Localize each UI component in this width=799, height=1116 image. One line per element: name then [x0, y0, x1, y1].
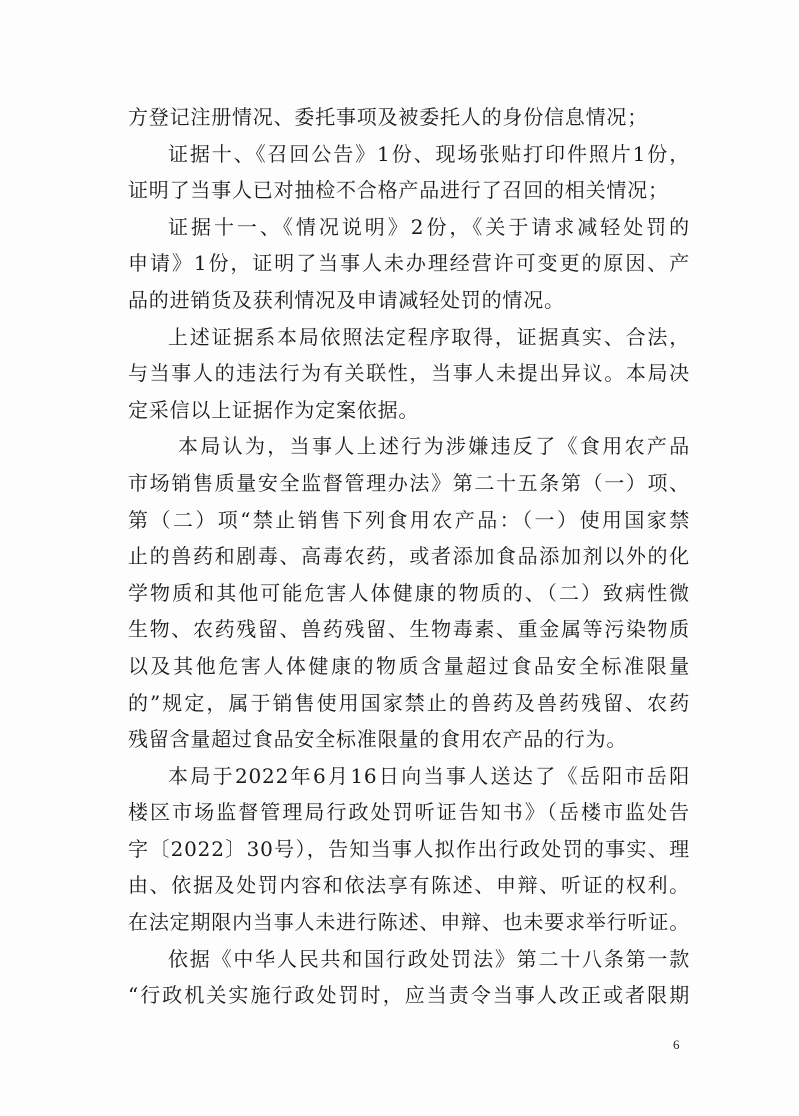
text-line: 止的兽药和剧毒、高毒农药，或者添加食品添加剂以外的化: [128, 544, 690, 569]
text-line: 证据十、《召回公告》1份、现场张贴打印件照片1份，: [168, 141, 690, 166]
text-line: 在法定期限内当事人未进行陈述、申辩、也未要求举行听证。: [128, 910, 690, 935]
paragraph: [128, 758, 690, 941]
paragraph: [128, 136, 690, 209]
text-line: 市场销售质量安全监督管理办法》第二十五条第（一）项、: [128, 470, 690, 495]
page-number: 6: [673, 1037, 680, 1052]
text-line: 方登记注册情况、委托事项及被委托人的身份信息情况；: [128, 105, 648, 129]
paragraph: [128, 428, 690, 757]
text-line: 上述证据系本局依照法定程序取得，证据真实、合法，: [168, 324, 690, 349]
text-line: 证据十一、《情况说明》2份，《关于请求减轻处罚的: [168, 214, 690, 239]
paragraph: [128, 319, 690, 429]
text-line: 字〔2022〕30号），告知当事人拟作出行政处罚的事实、理: [128, 836, 690, 861]
text-line: 申请》1份，证明了当事人未办理经营许可变更的原因、产: [128, 251, 690, 276]
text-line: 证明了当事人已对抽检不合格产品进行了召回的相关情况；: [128, 178, 669, 203]
paragraph: [128, 209, 690, 319]
paragraph: [128, 941, 690, 1014]
text-line: 与当事人的违法行为有关联性，当事人未提出异议。本局决: [128, 361, 690, 386]
text-line: 依据《中华人民共和国行政处罚法》第二十八条第一款: [168, 946, 690, 971]
text-line: 残留含量超过食品安全标准限量的食用农产品的行为。: [128, 727, 628, 752]
text-line: “行政机关实施行政处罚时，应当责令当事人改正或者限期: [128, 983, 690, 1008]
paragraph: [128, 99, 690, 136]
text-line: 生物、农药残留、兽药残留、生物毒素、重金属等污染物质: [128, 617, 690, 642]
text-line: 以及其他危害人体健康的物质含量超过食品安全标准限量: [128, 653, 690, 678]
text-line: 第（二）项“禁止销售下列食用农产品：（一）使用国家禁: [128, 507, 690, 532]
text-line: 品的进销货及获利情况及申请减轻处罚的情况。: [128, 287, 565, 312]
text-line: 本局于2022年6月16日向当事人送达了《岳阳市岳阳: [168, 763, 690, 788]
text-line: 的”规定，属于销售使用国家禁止的兽药及兽药残留、农药: [128, 690, 690, 715]
text-line: 定采信以上证据作为定案依据。: [128, 397, 420, 422]
text-line: 楼区市场监督管理局行政处罚听证告知书》（岳楼市监处告: [128, 800, 690, 825]
document-body: [128, 99, 690, 1014]
text-line: 学物质和其他可能危害人体健康的物质的、（二）致病性微: [128, 580, 690, 605]
text-line: 本局认为，当事人上述行为涉嫌违反了《食用农产品: [178, 434, 690, 459]
text-line: 由、依据及处罚内容和依法享有陈述、申辩、听证的权利。: [128, 873, 690, 898]
